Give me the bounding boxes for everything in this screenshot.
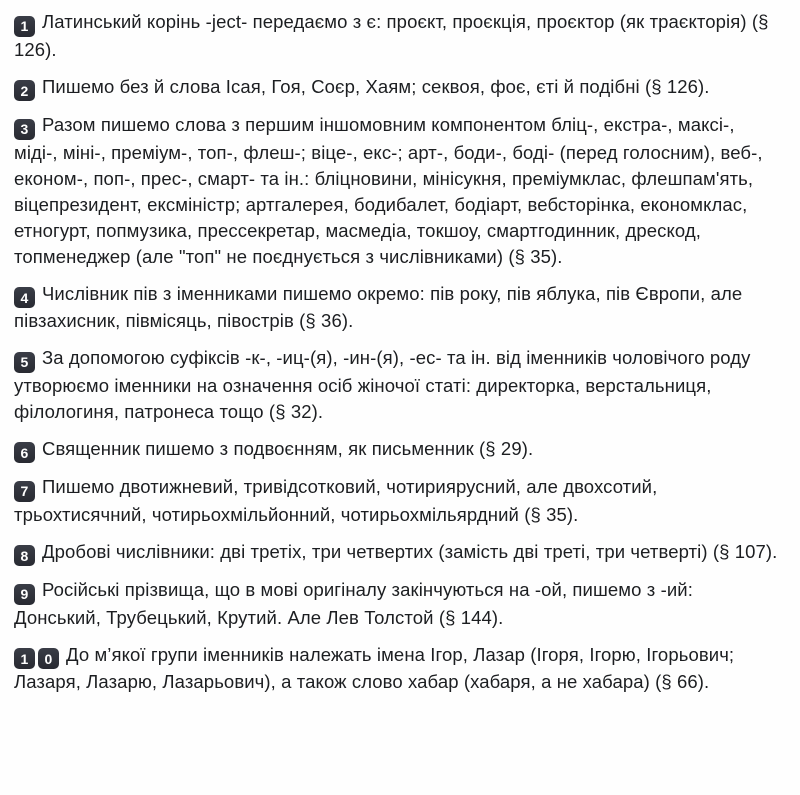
list-item xyxy=(14,642,780,696)
number-badge-10-digit-1: 1 xyxy=(14,648,35,669)
number-badge-2: 2 xyxy=(14,80,35,101)
item-text: До м’якої групи іменників належать імена Ігор, Лазар (Ігоря, Ігорю, Ігорьович; Лазаря, Лазарю, Лазарьович), а також слово хабар (хабаря, а не хабара) (§ 66). xyxy=(14,643,735,692)
number-badge-5: 5 xyxy=(14,352,35,373)
number-badge-1: 1 xyxy=(14,16,35,37)
list-item xyxy=(14,539,780,567)
number-badge-6: 6 xyxy=(14,442,35,463)
number-badge-10-digit-0: 0 xyxy=(38,648,59,669)
item-text: За допомогою суфіксів -к-, -иц-(я), -ин-(я), -ес- та ін. від іменників чоловічого роду утворюємо іменники на означення осіб жіночої статі: директорка, верстальниця, філологиня, патронеса тощо (§ 32). xyxy=(14,347,751,422)
number-badge-9: 9 xyxy=(14,584,35,605)
number-badge-8: 8 xyxy=(14,545,35,566)
list-item xyxy=(14,74,780,102)
item-text: Пишемо двотижневий, тривідсотковий, чотириярусний, але двохсотий, трьохтисячний, чотирьохмільйонний, чотирьохмільярдний (§ 35). xyxy=(14,476,658,525)
item-text: Пишемо без й слова Ісая, Гоя, Соєр, Хаям; секвоя, фоє, єті й подібні (§ 126). xyxy=(42,75,710,97)
list-item xyxy=(14,281,780,335)
item-text: Латинський корінь -ject- передаємо з є: проєкт, проєкція, проєктор (як траєкторія) (§ 126). xyxy=(14,11,769,60)
list-item xyxy=(14,474,780,528)
item-text: Російські прізвища, що в мові оригіналу закінчуються на -ой, пишемо з -ий: Донський, Трубецький, Крутий. Але Лев Толстой (§ 144). xyxy=(14,579,693,628)
item-text: Священник пишемо з подвоєнням, як письменник (§ 29). xyxy=(42,437,534,459)
item-text: Числівник пів з іменниками пишемо окремо: пів року, пів яблука, пів Європи, але півзахисник, півмісяць, півострів (§ 36). xyxy=(14,282,743,331)
list-item xyxy=(14,436,780,464)
list-item xyxy=(14,345,780,425)
list-item xyxy=(14,112,780,270)
list-item xyxy=(14,577,780,631)
list-item xyxy=(14,9,780,63)
number-badge-3: 3 xyxy=(14,119,35,140)
item-text: Дробові числівники: дві третіх, три четвертих (замість дві треті, три четверті) (§ 107). xyxy=(42,540,778,562)
item-text: Разом пишемо слова з першим іншомовним компонентом бліц-, екстра-, максі-, міді-, міні-, преміум-, топ-, флеш-; віце-, екс-; арт-, боди-, боді- (перед голосним), веб-, економ-, поп-, прес-, смарт- та ін.: бліцновини, мінісукня, преміумклас, флешпам'ять, віцепрезидент, ексміністр; артгалерея, бодибалет, бодіарт, вебсторінка, економклас, етногурт, попмузика, прессекретар, масмедіа, токшоу, смартгодинник, дрескод, топменеджер (але "топ" не поєднується з числівниками) (§ 35). xyxy=(14,114,763,267)
number-badge-4: 4 xyxy=(14,287,35,308)
number-badge-7: 7 xyxy=(14,481,35,502)
